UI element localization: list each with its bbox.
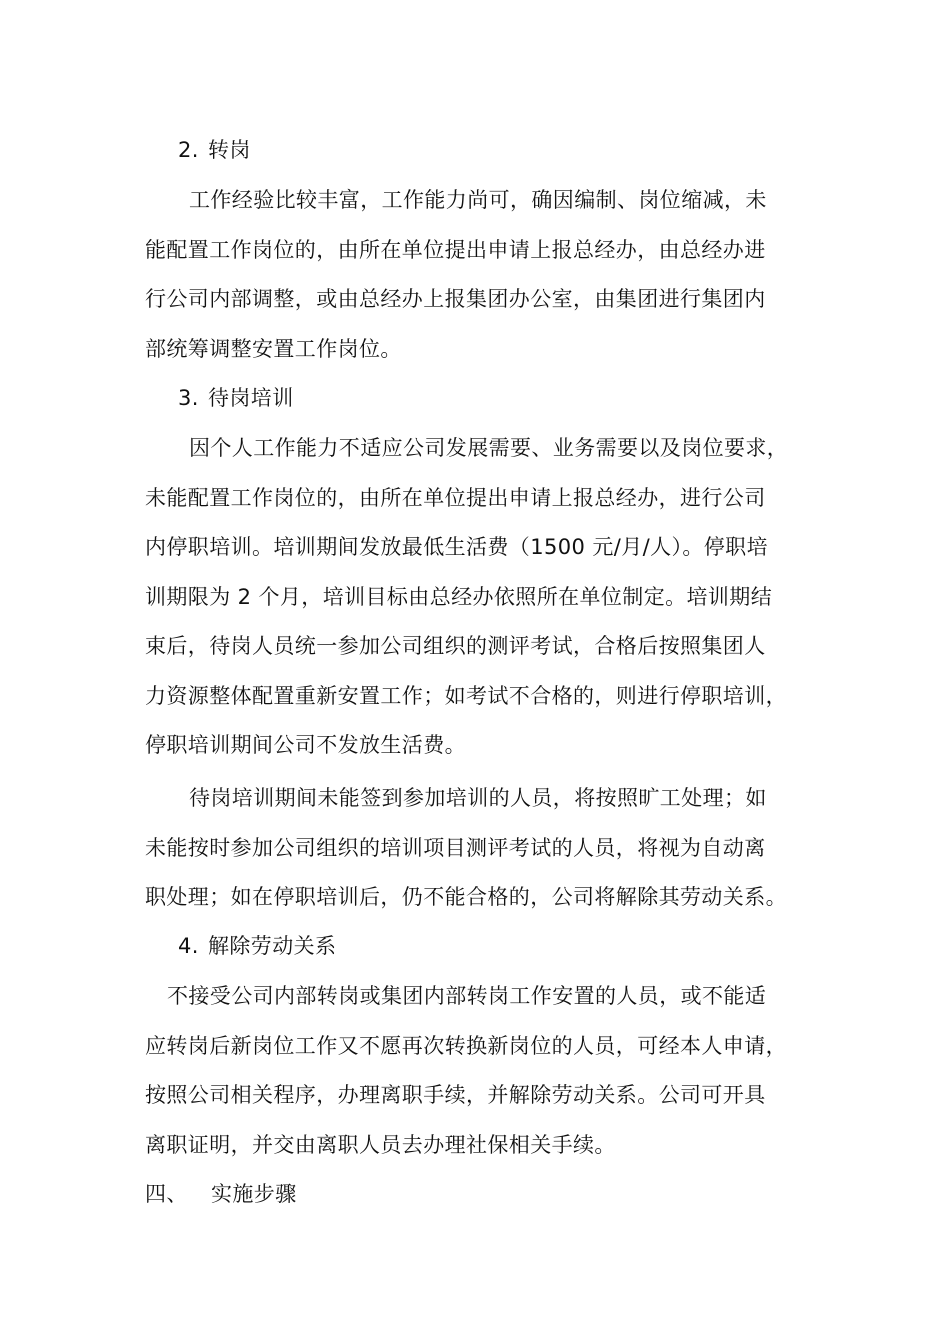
section-heading-standby-training: 3. 待岗培训 [178,386,294,410]
section-heading-transfer: 2. 转岗 [178,138,251,162]
paragraph-standby-training: 因个人工作能力不适应公司发展需要、业务需要以及岗位要求， 未能配置工作岗位的，由所在单位提出申请上报总经办，进行公司 内停职培训。培训期间发放最低生活费（1500 元/月/人）。停职培 训期限为 2 个月，培训目标由总经办依照所在单位制定。培训期结 束后，待岗人员统一参加公司组织的测评考试，合格后按照集团人 力资源整体配置重新安置工作；如考试不合格的，则进行停职培训， 停职培训期间公司不发放生活费。 [145,436,789,757]
chapter-heading-implementation-steps: 四、 实施步骤 [145,1182,297,1206]
section-heading-termination: 4. 解除劳动关系 [178,934,337,958]
paragraph-training-absence: 待岗培训期间未能签到参加培训的人员，将按照旷工处理；如 未能按时参加公司组织的培训项目测评考试的人员，将视为自动离 职处理；如在停职培训后，仍不能合格的，公司将解除其劳动关系。 [145,786,787,909]
paragraph-transfer: 工作经验比较丰富，工作能力尚可，确因编制、岗位缩减，未 能配置工作岗位的，由所在单位提出申请上报总经办，由总经办进 行公司内部调整，或由总经办上报集团办公室，由集团进行集团内 部统筹调整安置工作岗位。 [145,188,767,361]
paragraph-termination: 不接受公司内部转岗或集团内部转岗工作安置的人员，或不能适 应转岗后新岗位工作又不愿再次转换新岗位的人员，可经本人申请， 按照公司相关程序，办理离职手续，并解除劳动关系。公司可开具 离职证明，并交由离职人员去办理社保相关手续。 [145,984,787,1157]
